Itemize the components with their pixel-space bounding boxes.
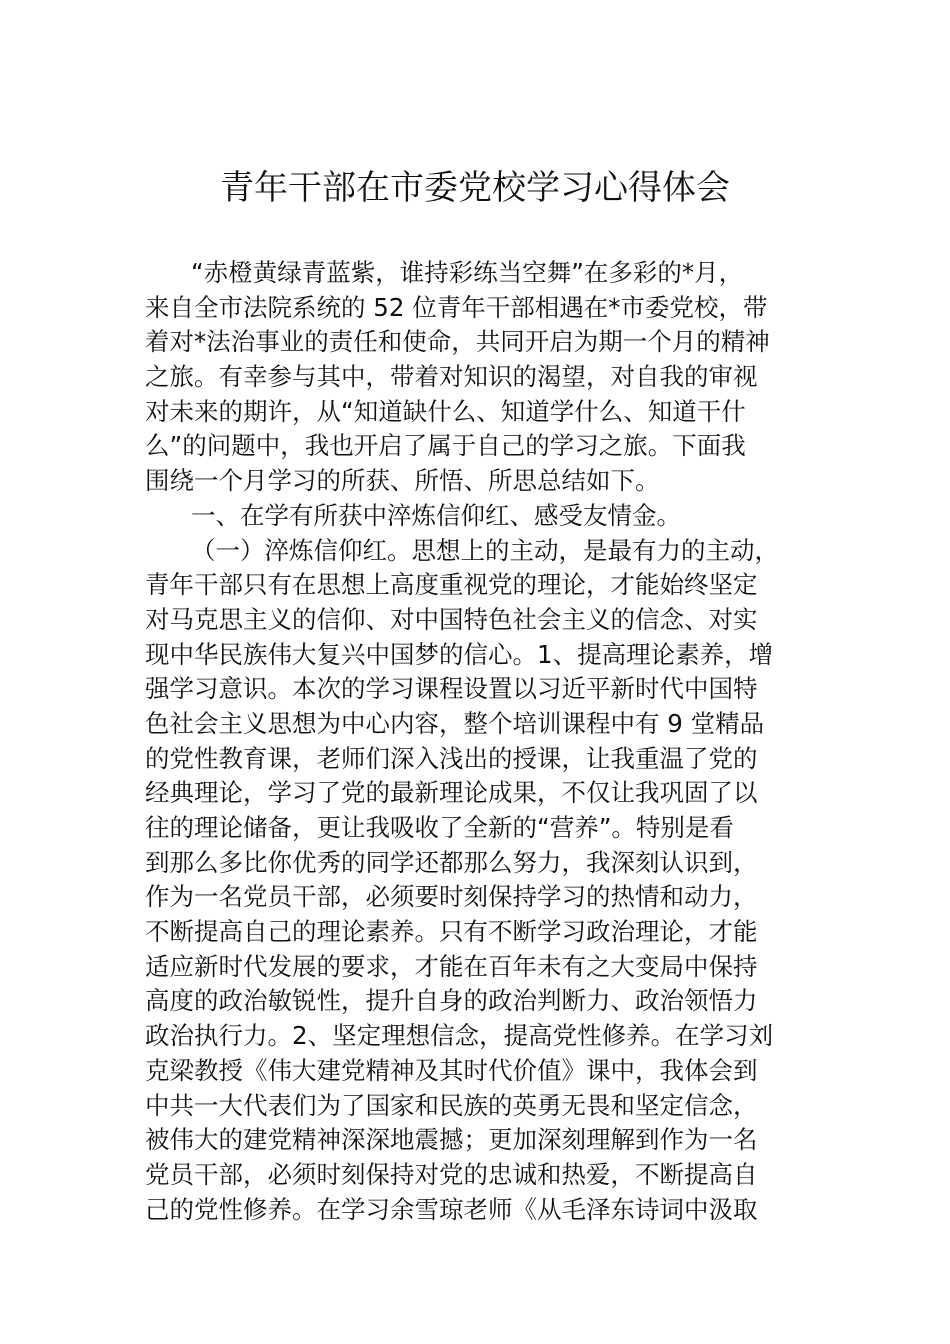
section-heading: 一、在学有所获中淬炼信仰红、感受友情金。 <box>191 500 681 530</box>
paragraph-line: 己的党性修养。在学习余雪琼老师《从毛泽东诗词中汲取 <box>145 1194 758 1224</box>
paragraph-line: 强学习意识。本次的学习课程设置以习近平新时代中国特 <box>145 674 758 704</box>
paragraph-line: 高度的政治敏锐性，提升自身的政治判断力、政治领悟力 <box>145 986 758 1016</box>
paragraph-line: 到那么多比你优秀的同学还都那么努力，我深刻认识到， <box>145 847 758 877</box>
paragraph-line: 现中华民族伟大复兴中国梦的信心。1、提高理论素养，增 <box>145 639 774 669</box>
paragraph-line: 来自全市法院系统的 52 位青年干部相遇在*市委党校，带 <box>145 292 768 322</box>
paragraph-line: 着对*法治事业的责任和使命，共同开启为期一个月的精神 <box>145 327 770 357</box>
paragraph-line: 经典理论，学习了党的最新理论成果，不仅让我巩固了以 <box>145 778 758 808</box>
paragraph-line: 对未来的期许，从“知道缺什么、知道学什么、知道干什 <box>145 396 746 426</box>
paragraph-line: 往的理论储备，更让我吸收了全新的“营养”。特别是看 <box>145 813 734 842</box>
document-title: 青年干部在市委党校学习心得体会 <box>220 168 730 208</box>
paragraph-line: 不断提高自己的理论素养。只有不断学习政治理论，才能 <box>145 917 758 947</box>
paragraph-line: 党员干部，必须时刻保持对党的忠诚和热爱，不断提高自 <box>145 1159 758 1189</box>
paragraph-line: 对马克思主义的信仰、对中国特色社会主义的信念、对实 <box>145 604 758 634</box>
paragraph-line: 适应新时代发展的要求，才能在百年未有之大变局中保持 <box>145 951 758 981</box>
paragraph-line: 围绕一个月学习的所获、所悟、所思总结如下。 <box>145 466 660 496</box>
paragraph-line: 的党性教育课，老师们深入浅出的授课，让我重温了党的 <box>145 743 758 773</box>
paragraph-line: 么”的问题中，我也开启了属于自己的学习之旅。下面我 <box>145 431 746 461</box>
paragraph-line: 色社会主义思想为中心内容，整个培训课程中有 9 堂精品 <box>145 708 765 738</box>
paragraph-line: （一）淬炼信仰红。思想上的主动，是最有力的主动， <box>191 535 779 565</box>
paragraph-line: 政治执行力。2、坚定理想信念，提高党性修养。在学习刘 <box>145 1021 774 1051</box>
paragraph-line: 作为一名党员干部，必须要时刻保持学习的热情和动力， <box>145 882 758 912</box>
paragraph-line: 之旅。有幸参与其中，带着对知识的渴望，对自我的审视 <box>145 362 758 392</box>
paragraph-line: 被伟大的建党精神深深地震撼；更加深刻理解到作为一名 <box>145 1125 758 1155</box>
paragraph-line: “赤橙黄绿青蓝紫，谁持彩练当空舞”在多彩的*月， <box>191 258 744 287</box>
paragraph-line: 中共一大代表们为了国家和民族的英勇无畏和坚定信念， <box>145 1090 758 1120</box>
document-body <box>145 256 825 1227</box>
paragraph-line: 克梁教授《伟大建党精神及其时代价值》课中，我体会到 <box>145 1055 758 1085</box>
paragraph-line: 青年干部只有在思想上高度重视党的理论，才能始终坚定 <box>145 570 758 600</box>
